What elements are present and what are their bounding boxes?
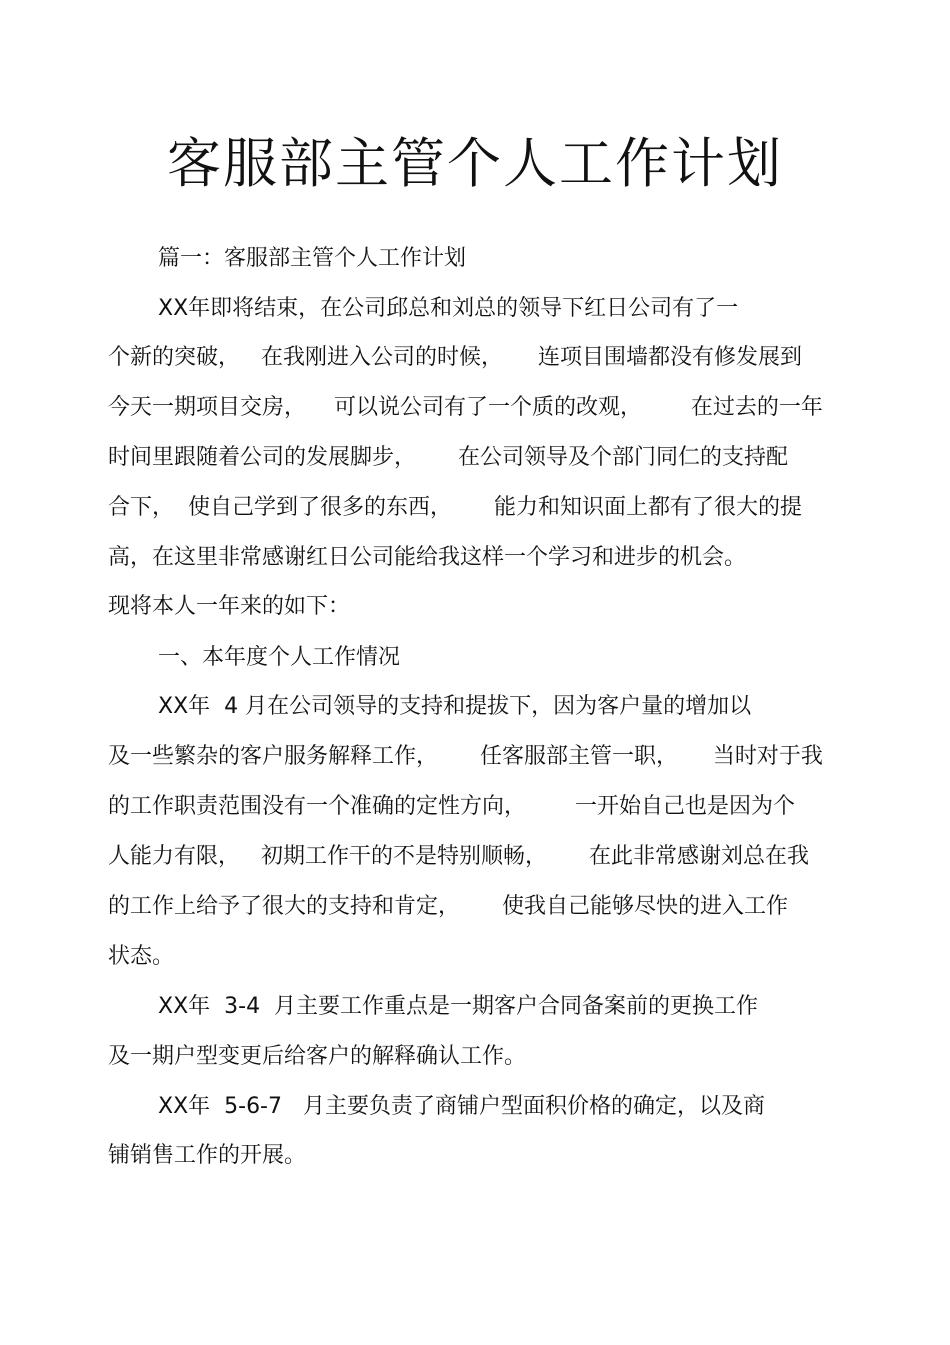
paragraph-line: 的工作上给予了很大的支持和肯定， 使我自己能够尽快的进入工作: [108, 894, 788, 919]
paragraph-line: XX年 3-4 月主要工作重点是一期客户合同备案前的更换工作: [158, 994, 759, 1019]
paragraph-line: 及一期户型变更后给客户的解释确认工作。: [108, 1044, 527, 1069]
paragraph-line: 及一些繁杂的客户服务解释工作， 任客服部主管一职， 当时对于我: [108, 744, 823, 769]
paragraph-line: 合下， 使自己学到了很多的东西， 能力和知识面上都有了很大的提: [108, 495, 802, 520]
paragraph-line: XX年即将结束，在公司邱总和刘总的领导下红日公司有了一: [158, 296, 739, 321]
paragraph-line: 高，在这里非常感谢红日公司能给我这样一个学习和进步的机会。: [108, 545, 747, 570]
subsection-heading: 一、本年度个人工作情况: [158, 645, 401, 670]
paragraph-line: 现将本人一年来的如下：: [108, 594, 351, 619]
paragraph-line: 时间里跟随着公司的发展脚步， 在公司领导及个部门同仁的支持配: [108, 445, 788, 470]
paragraph-line: XX年 4 月在公司领导的支持和提拔下，因为客户量的增加以: [158, 694, 752, 719]
paragraph-line: 人能力有限， 初期工作干的不是特别顺畅， 在此非常感谢刘总在我: [108, 844, 809, 869]
paragraph-line: 今天一期项目交房， 可以说公司有了一个质的改观， 在过去的一年: [108, 395, 823, 420]
paragraph-line: 状态。: [108, 944, 175, 969]
paragraph-line: 的工作职责范围没有一个准确的定性方向， 一开始自己也是因为个: [108, 794, 795, 819]
paragraph-line: 铺销售工作的开展。: [108, 1143, 307, 1168]
paragraph-line: 个新的突破， 在我刚进入公司的时候， 连项目围墙都没有修发展到: [108, 345, 802, 370]
paragraph-line: XX年 5-6-7 月主要负责了商铺户型面积价格的确定，以及商: [158, 1094, 765, 1119]
section-heading: 篇一：客服部主管个人工作计划: [158, 246, 467, 271]
document-title: 客服部主管个人工作计划: [167, 132, 783, 195]
